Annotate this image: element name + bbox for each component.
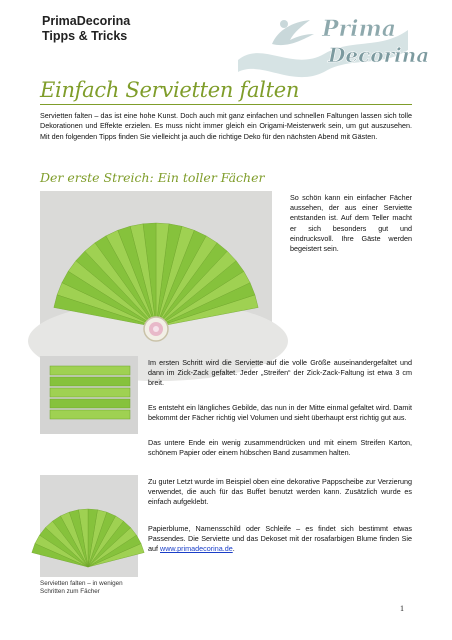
primadecorina-logo [232, 10, 430, 76]
section-title: Der erste Streich: Ein toller Fächer [40, 170, 265, 185]
title-divider [40, 104, 412, 105]
logo-text-prima: Prima [322, 16, 397, 42]
folded-fan-photo [40, 475, 138, 577]
step-1-text: Im ersten Schritt wird die Serviette auf die volle Größe auseinandergefaltet und dann im Zick-Zack gefaltet. Jeder „Streifen“ der Zick-Zack-Faltung ist etwa 3 cm breit. [148, 358, 412, 388]
brand-subtitle: Tipps & Tricks [42, 29, 128, 43]
image-caption: Servietten falten – in wenigen Schritten zum Fächer [40, 580, 123, 595]
shop-link[interactable]: www.primadecorina.de [160, 544, 233, 554]
step-5-text [148, 524, 412, 555]
step-5-suffix: . [232, 544, 235, 554]
page-number: 1 [400, 604, 404, 613]
logo-text-decorina: Decorina [328, 43, 430, 67]
step-2-text: Es entsteht ein längliches Gebilde, das nun in der Mitte einmal gefaltet wird. Damit bekommt der Fächer richtig viel Volumen und sieht überhaupt erst richtig gut aus. [148, 403, 412, 423]
zigzag-fold-photo [40, 356, 138, 434]
page-title: Einfach Servietten falten [40, 78, 300, 102]
brand-name: PrimaDecorina [42, 14, 131, 28]
step-5-body: Papierblume, Namensschild oder Schleife – es findet sich bestimmt etwas Passendes. Die Serviette und das Dekoset mit der rosafarbigen Blume finden Sie auf [148, 524, 412, 554]
brand-header [42, 14, 130, 44]
step-4-text: Zu guter Letzt wurde im Beispiel oben eine dekorative Pappscheibe zur Verzierung verwendet, die auch für das Buffet benutzt werden kann. Zusätzlich wurde es einfach aufgeklebt. [148, 477, 412, 507]
intro-paragraph: Servietten falten – das ist eine hohe Kunst. Doch auch mit ganz einfachen und schnellen Faltungen lassen sich tolle Dekorationen und Effekte erzielen. Es muss nicht immer gleich ein Origami-Meisterwerk sein, um gut auszusehen. Mit den folgenden Tipps finden Sie vielleicht ja auch die richtige Deko für den nächsten Abend mit Gästen. [40, 111, 412, 141]
step-3-text: Das untere Ende ein wenig zusammendrücken und mit einem Streifen Karton, schönem Papier oder einem hübschen Band zusammen halten. [148, 438, 412, 458]
fan-description: So schön kann ein einfacher Fächer aussehen, der aus einer Serviette entstanden ist. Auf dem Teller macht er sich besonders gut und eindrucksvoll. Ihre Gäste werden begeistert sein. [290, 193, 412, 254]
fan-photo [40, 191, 272, 364]
